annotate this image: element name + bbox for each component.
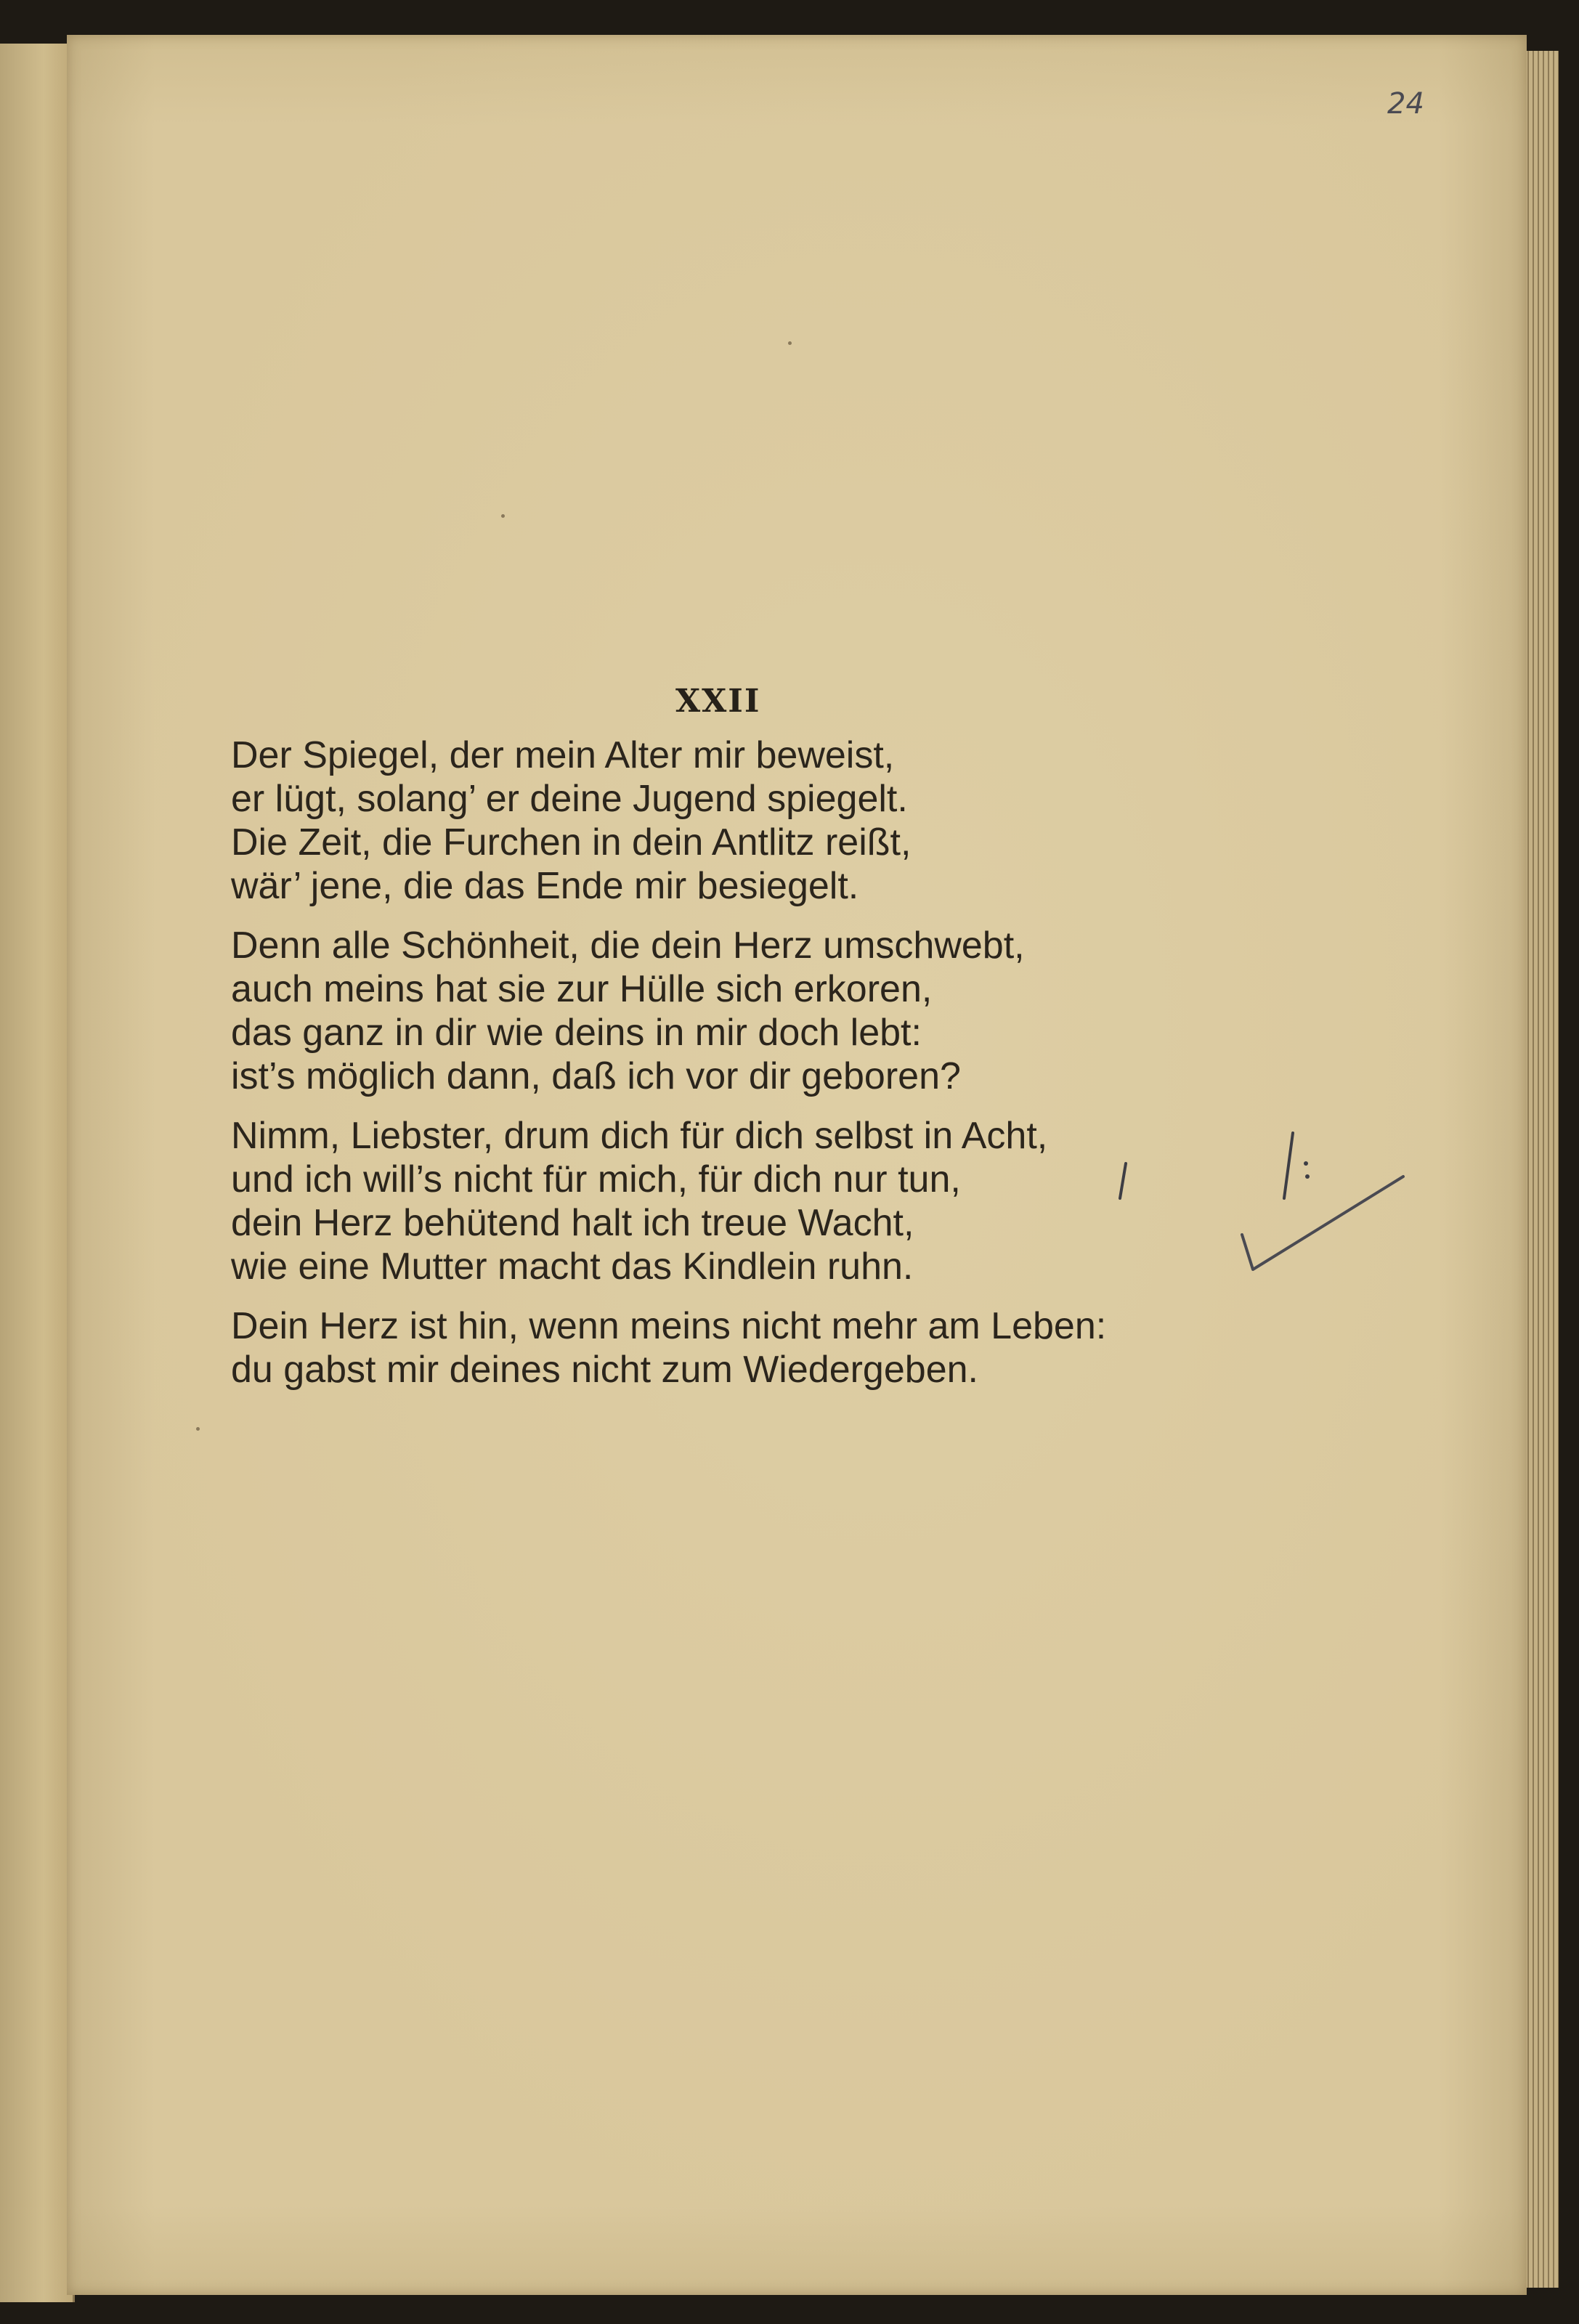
- previous-page-edge: [0, 44, 75, 2302]
- poem-title: XXII: [675, 683, 761, 720]
- paper-speck: [788, 341, 792, 345]
- poem-line: Denn alle Schönheit, die dein Herz umschwebt,: [231, 925, 1025, 967]
- poem-line: wie eine Mutter macht das Kindlein ruhn.: [231, 1246, 914, 1288]
- paper-speck: [196, 1427, 200, 1431]
- poem-line: Dein Herz ist hin, wenn meins nicht mehr am Leben:: [231, 1305, 1107, 1347]
- poem-line: wär’ jene, die das Ende mir besiegelt.: [231, 865, 859, 907]
- handwritten-page-number: 24: [1387, 87, 1424, 121]
- stanza-4: [231, 1304, 1306, 1391]
- poem-line: auch meins hat sie zur Hülle sich erkoren,: [231, 968, 933, 1010]
- pencil-dot: [1305, 1174, 1310, 1179]
- paper-speck: [501, 514, 505, 518]
- poem-line: Der Spiegel, der mein Alter mir beweist,: [231, 734, 895, 776]
- poem-body: [231, 734, 1306, 1407]
- pencil-dot: [1304, 1161, 1308, 1166]
- stanza-2: [231, 924, 1306, 1098]
- poem-line: dein Herz behütend halt ich treue Wacht,: [231, 1202, 914, 1244]
- poem-line: Nimm, Liebster, drum dich für dich selbst in Acht,: [231, 1115, 1048, 1157]
- poem-line: das ganz in dir wie deins in mir doch lebt:: [231, 1012, 922, 1054]
- poem-line: du gabst mir deines nicht zum Wiedergeben.: [231, 1349, 978, 1391]
- poem-line: ist’s möglich dann, daß ich vor dir geboren?: [231, 1055, 961, 1097]
- pencil-checkmark: [1242, 1177, 1403, 1269]
- pencil-tick: [1284, 1133, 1293, 1198]
- stanza-1: [231, 734, 1306, 908]
- page-stack-edges: [1524, 51, 1559, 2288]
- slash-mark: [1120, 1163, 1126, 1198]
- poem-line: und ich will’s nicht für mich, für dich nur tun,: [231, 1158, 961, 1200]
- poem-line: er lügt, solang’ er deine Jugend spiegelt.: [231, 778, 908, 820]
- pencil-annotations: [1119, 1118, 1424, 1293]
- poem-line: Die Zeit, die Furchen in dein Antlitz reißt,: [231, 821, 912, 864]
